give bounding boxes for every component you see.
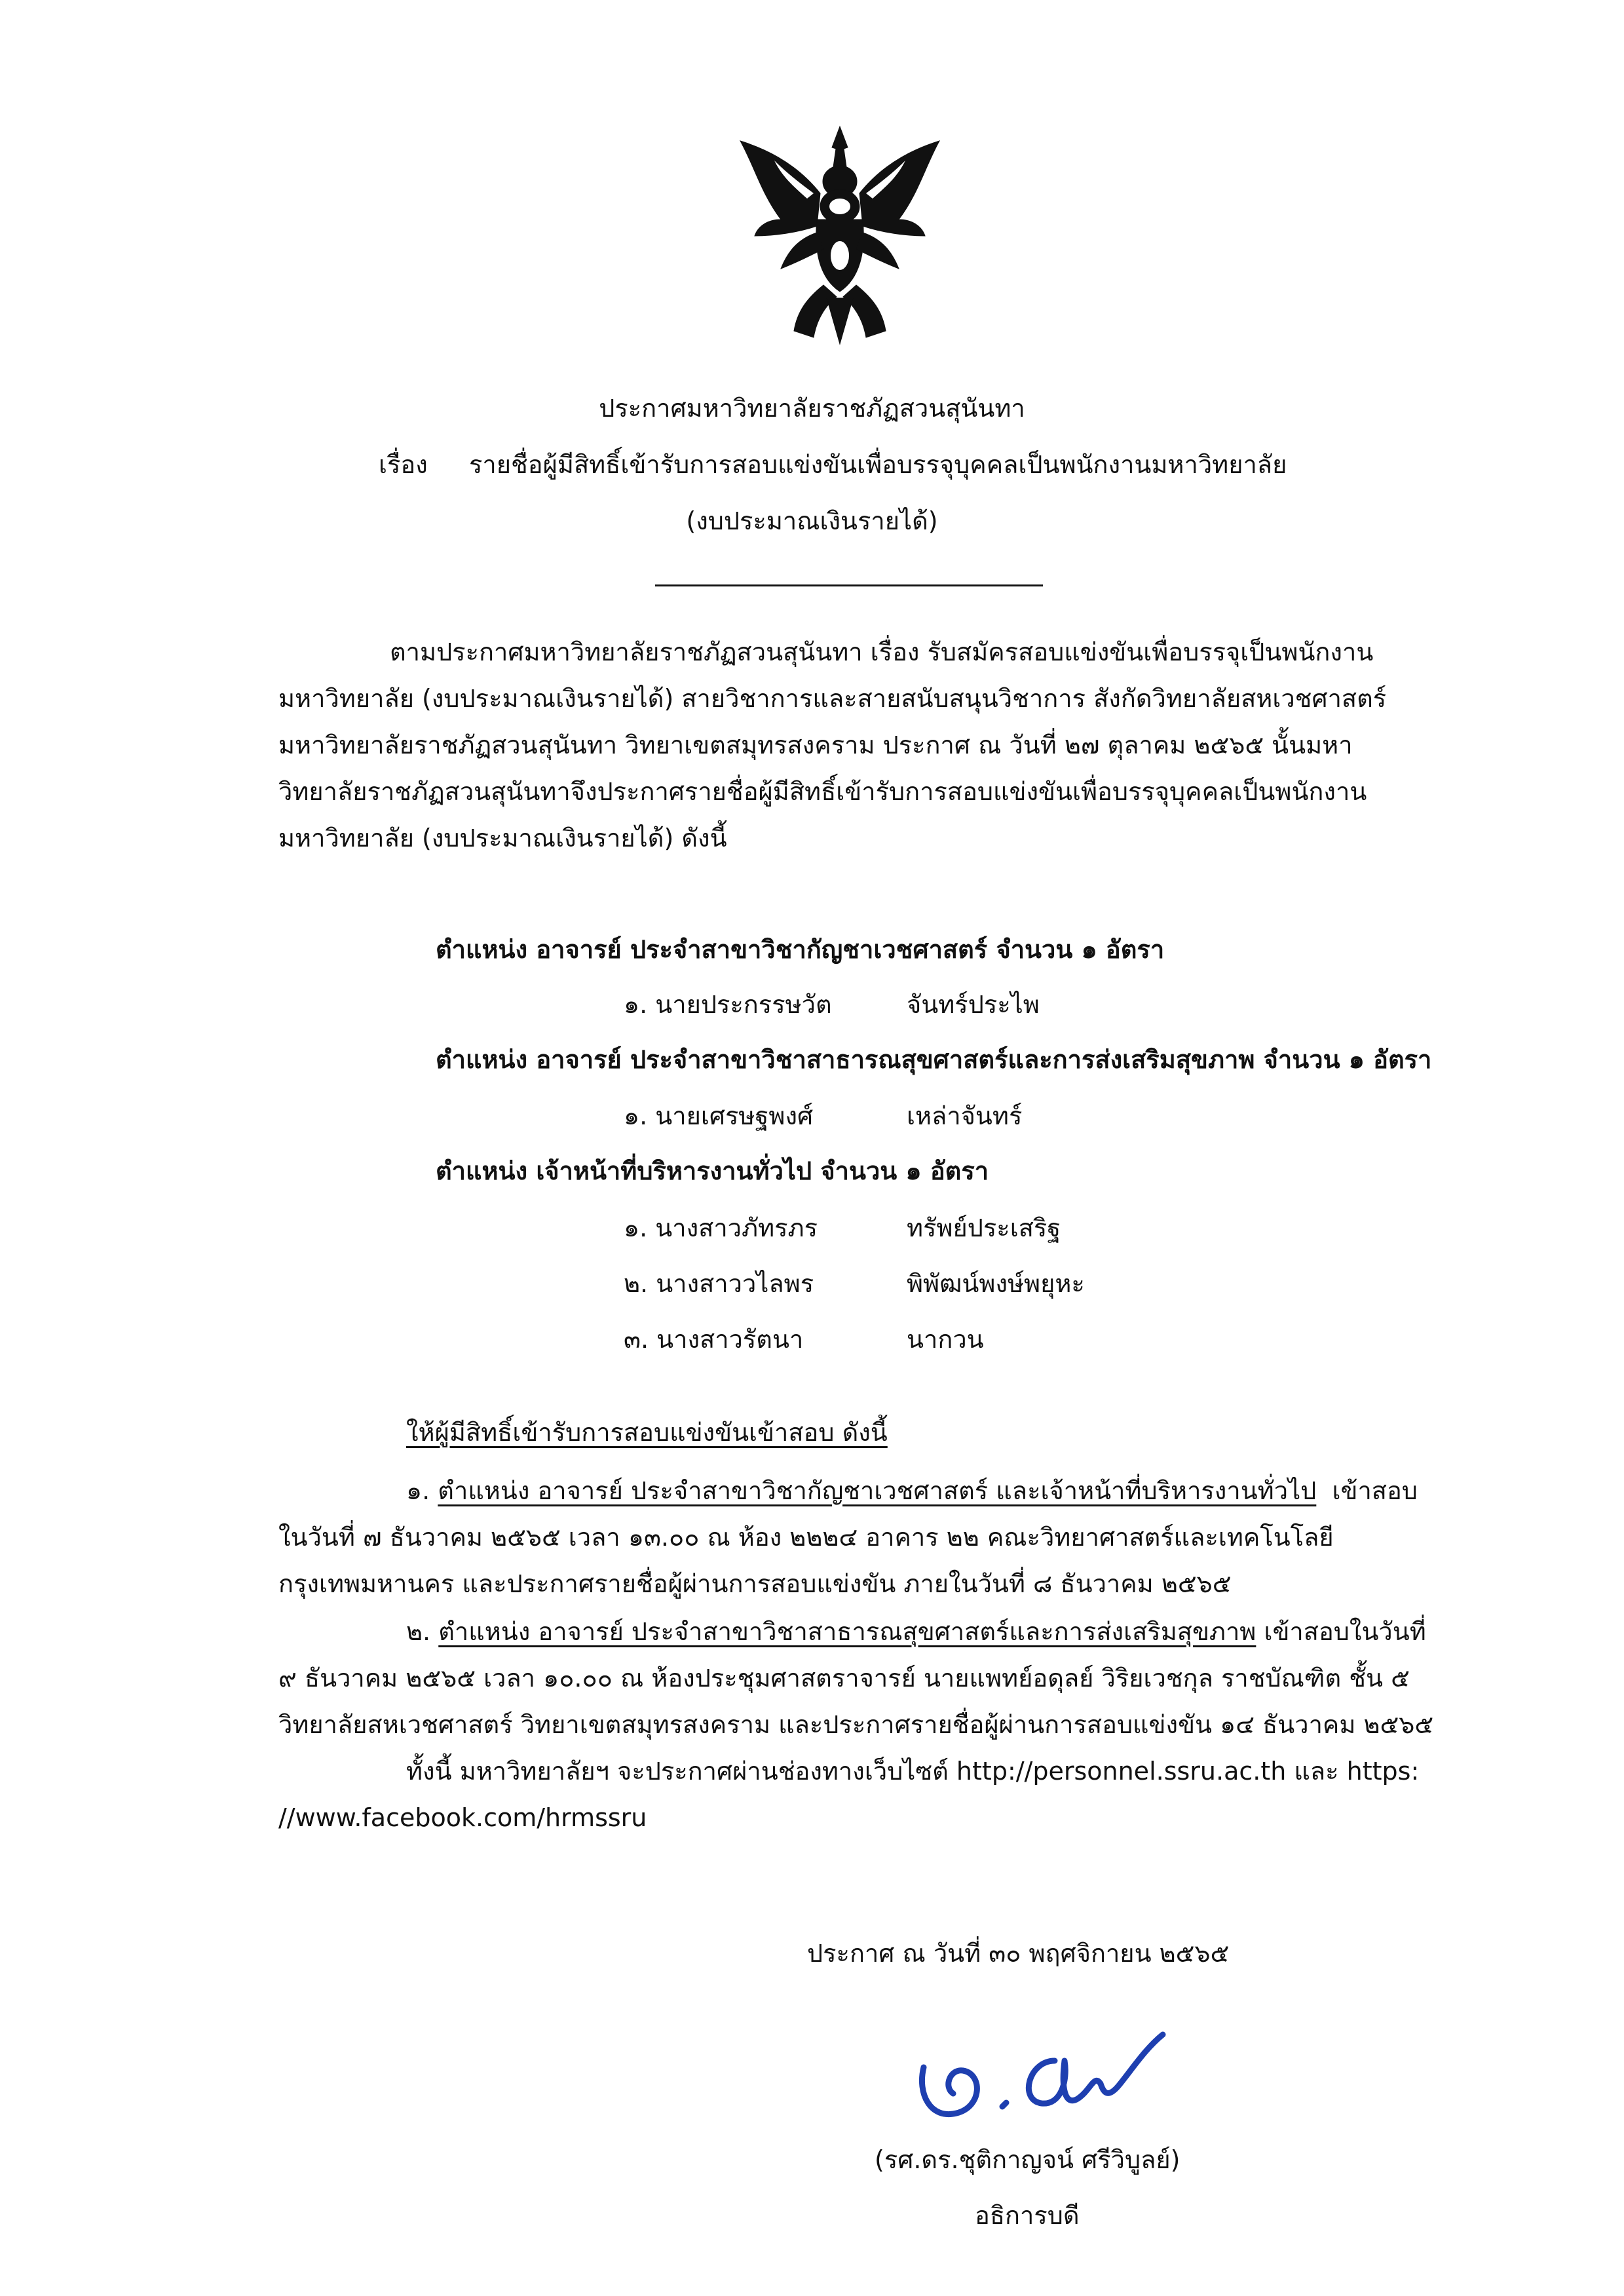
announcement-title: ประกาศมหาวิทยาลัยราชภัฏสวนสุนันทา: [599, 394, 1025, 423]
exam-item-number: ๑.: [406, 1476, 430, 1505]
signatory-name: (รศ.ดร.ชุติกาญจน์ ศรีวิบูลย์): [875, 2145, 1180, 2174]
intro-line: มหาวิทยาลัย (งบประมาณเงินรายได้) สายวิชาการและสายสนับสนุนวิชาการ สังกัดวิทยาลัยสหเวชศาสตร์: [278, 684, 1387, 713]
candidate-family-name: พิพัฒน์พงษ์พยุหะ: [907, 1269, 1085, 1298]
intro-paragraph: [278, 629, 1431, 862]
announcement-date: ประกาศ ณ วันที่ ๓๐ พฤศจิกายน ๒๕๖๕: [807, 1939, 1230, 1968]
exam-item-line: ๙ ธันวาคม ๒๕๖๕ เวลา ๑๐.๐๐ ณ ห้องประชุมศาสตราจารย์ นายแพทย์อดุลย์ วิริยเวชกุล ราชบัณฑิต ชั้น ๕: [278, 1664, 1410, 1693]
candidate-family-name: นากวน: [907, 1325, 984, 1354]
position-title: ตำแหน่ง อาจารย์ ประจำสาขาวิชากัญชาเวชศาสตร์ จำนวน ๑ อัตรา: [436, 935, 1165, 964]
candidate-family-name: ทรัพย์ประเสริฐ: [907, 1214, 1061, 1242]
intro-line: มหาวิทยาลัยราชภัฏสวนสุนันทา วิทยาเขตสมุทรสงคราม ประกาศ ณ วันที่ ๒๗ ตุลาคม ๒๕๖๕ นั้นมหา: [278, 731, 1353, 759]
exam-heading: ให้ผู้มีสิทธิ์เข้ารับการสอบแข่งขันเข้าสอบ ดังนี้: [406, 1418, 888, 1447]
intro-line: วิทยาลัยราชภัฏสวนสุนันทาจึงประกาศรายชื่อผู้มีสิทธิ์เข้ารับการสอบแข่งขันเพื่อบรรจุบุคคลเป็นพนักงาน: [278, 777, 1367, 806]
exam-item-number: ๒.: [406, 1617, 431, 1646]
title-divider: [655, 584, 1043, 586]
subject-text: รายชื่อผู้มีสิทธิ์เข้ารับการสอบแข่งขันเพื่อบรรจุบุคคลเป็นพนักงานมหาวิทยาลัย: [469, 450, 1287, 479]
candidate-given-name: ๑. นางสาวภัทรภร: [624, 1214, 818, 1242]
position-title: ตำแหน่ง เจ้าหน้าที่บริหารงานทั่วไป จำนวน ๑ อัตรา: [436, 1157, 989, 1185]
budget-note: (งบประมาณเงินรายได้): [686, 507, 938, 535]
signature: [904, 2021, 1179, 2130]
subject-label: เรื่อง: [379, 450, 428, 479]
exam-item-2: [278, 1609, 1434, 1841]
exam-item-position: ตำแหน่ง อาจารย์ ประจำสาขาวิชากัญชาเวชศาสตร์ และเจ้าหน้าที่บริหารงานทั่วไป: [438, 1476, 1317, 1505]
garuda-emblem: [735, 121, 945, 347]
exam-item-line: กรุงเทพมหานคร และประกาศรายชื่อผู้ผ่านการสอบแข่งขัน ภายในวันที่ ๘ ธันวาคม ๒๕๖๕: [278, 1569, 1232, 1598]
exam-item-position: ตำแหน่ง อาจารย์ ประจำสาขาวิชาสาธารณสุขศาสตร์และการส่งเสริมสุขภาพ: [438, 1617, 1256, 1646]
exam-item-line: วิทยาลัยสหเวชศาสตร์ วิทยาเขตสมุทรสงคราม และประกาศรายชื่อผู้ผ่านการสอบแข่งขัน ๑๔ ธันวาคม ๒๕๖๕: [278, 1710, 1434, 1739]
position-title: ตำแหน่ง อาจารย์ ประจำสาขาวิชาสาธารณสุขศาสตร์และการส่งเสริมสุขภาพ จำนวน ๑ อัตรา: [436, 1045, 1432, 1074]
candidate-family-name: เหล่าจันทร์: [907, 1101, 1023, 1130]
intro-line: ตามประกาศมหาวิทยาลัยราชภัฏสวนสุนันทา เรื่อง รับสมัครสอบแข่งขันเพื่อบรรจุเป็นพนักงาน: [390, 638, 1374, 666]
candidate-given-name: ๓. นางสาวรัตนา: [624, 1325, 804, 1354]
exam-item-1-line1: [278, 1468, 1431, 1514]
candidate-given-name: ๑. นายเศรษฐพงศ์: [624, 1101, 814, 1130]
intro-line: มหาวิทยาลัย (งบประมาณเงินรายได้) ดังนี้: [278, 824, 727, 852]
exam-item-tail: เข้าสอบ: [1332, 1476, 1418, 1505]
candidate-given-name: ๑. นายประกรรษวัต: [624, 990, 832, 1019]
website-note-line2: //www.facebook.com/hrmssru: [278, 1803, 647, 1832]
exam-item-1: [278, 1468, 1431, 1607]
signatory-title: อธิการบดี: [975, 2201, 1080, 2230]
website-note-line1: ทั้งนี้ มหาวิทยาลัยฯ จะประกาศผ่านช่องทางเว็บไซต์ http://personnel.ssru.ac.th และ https:: [406, 1757, 1420, 1786]
exam-item-tail: เข้าสอบในวันที่: [1264, 1617, 1426, 1646]
candidate-family-name: จันทร์ประไพ: [907, 990, 1040, 1019]
exam-item-2-line1: [278, 1609, 1431, 1655]
candidate-given-name: ๒. นางสาววไลพร: [624, 1269, 814, 1298]
exam-item-line: ในวันที่ ๗ ธันวาคม ๒๕๖๕ เวลา ๑๓.๐๐ ณ ห้อง ๒๒๒๔ อาคาร ๒๒ คณะวิทยาศาสตร์และเทคโนโลยี: [278, 1523, 1334, 1552]
